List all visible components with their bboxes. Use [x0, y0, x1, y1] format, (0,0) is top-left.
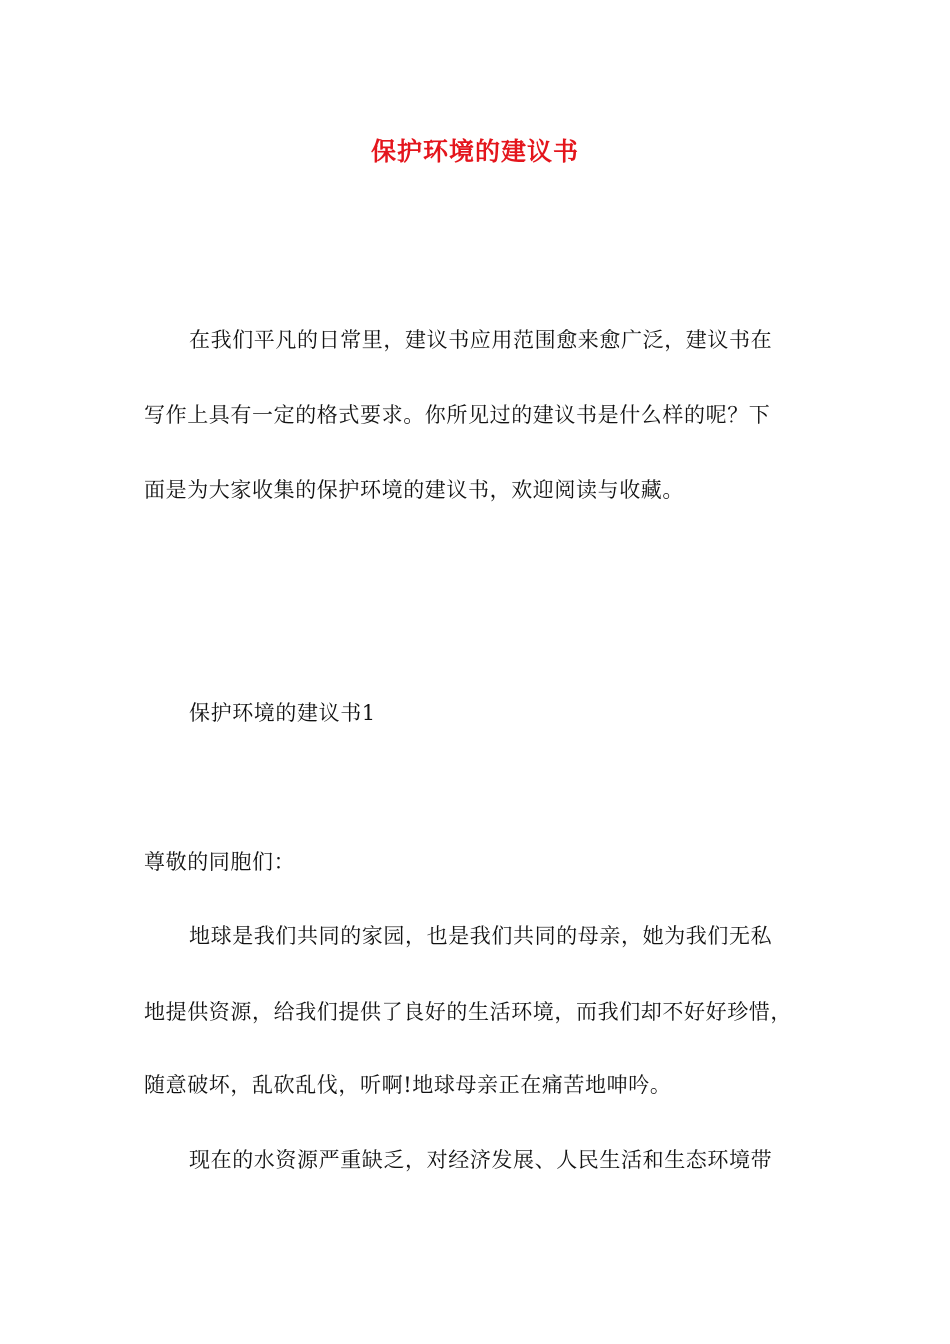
intro-line-2: 写作上具有一定的格式要求。你所见过的建议书是什么样的呢？下 — [144, 403, 771, 427]
paragraph1-line-3: 随意破坏，乱砍乱伐，听啊!地球母亲正在痛苦地呻吟。 — [144, 1073, 672, 1097]
paragraph1-line-1: 地球是我们共同的家园，也是我们共同的母亲，她为我们无私 — [189, 924, 773, 948]
paragraph2-line-1: 现在的水资源严重缺乏，对经济发展、人民生活和生态环境带 — [189, 1148, 773, 1172]
document-title: 保护环境的建议书 — [370, 137, 579, 166]
intro-line-1: 在我们平凡的日常里，建议书应用范围愈来愈广泛，建议书在 — [189, 328, 773, 352]
salutation: 尊敬的同胞们： — [144, 850, 296, 874]
intro-line-3: 面是为大家收集的保护环境的建议书，欢迎阅读与收藏。 — [144, 478, 684, 502]
section-heading: 保护环境的建议书1 — [189, 701, 376, 725]
paragraph1-line-2: 地提供资源，给我们提供了良好的生活环境，而我们却不好好珍惜， — [144, 1000, 792, 1024]
